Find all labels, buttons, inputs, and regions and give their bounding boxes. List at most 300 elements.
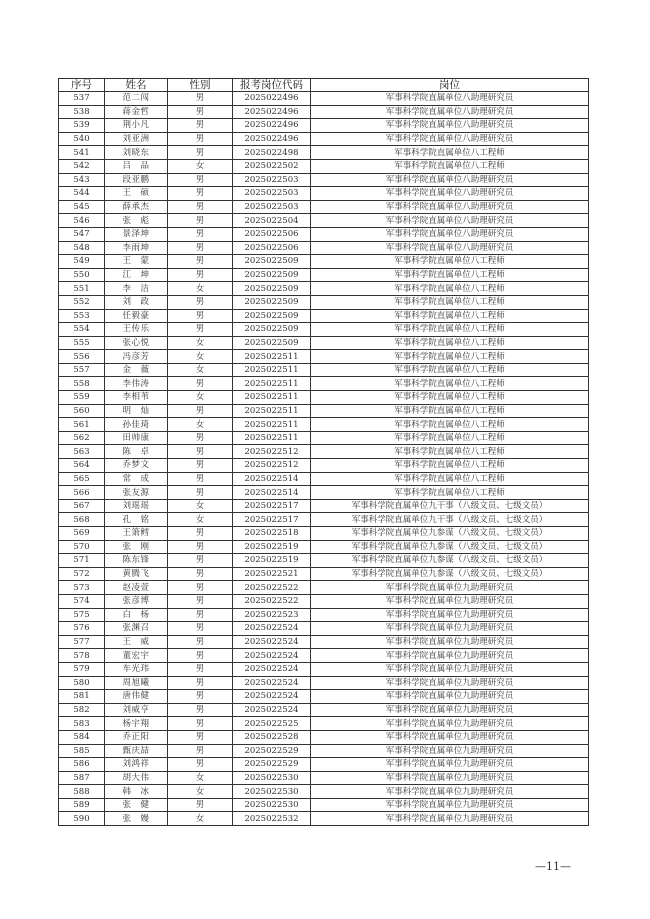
cell-position: 军事科学院直属单位八助理研究员: [311, 187, 589, 201]
cell-index: 579: [59, 662, 105, 676]
cell-name: 吕 品: [105, 159, 168, 173]
cell-position: 军事科学院直属单位九参谋（八级文员、七级文员）: [311, 554, 589, 568]
cell-index: 567: [59, 499, 105, 513]
cell-gender: 男: [168, 200, 233, 214]
cell-gender: 男: [168, 445, 233, 459]
cell-position: 军事科学院直属单位八工程师: [311, 159, 589, 173]
cell-name: 张 健: [105, 798, 168, 812]
cell-gender: 男: [168, 132, 233, 146]
cell-gender: 男: [168, 554, 233, 568]
cell-position-code: 2025022514: [233, 486, 311, 500]
cell-position: 军事科学院直属单位八工程师: [311, 350, 589, 364]
cell-position: 军事科学院直属单位八助理研究员: [311, 105, 589, 119]
table-row: [59, 812, 589, 826]
cell-gender: 女: [168, 159, 233, 173]
header-position: 岗位: [311, 79, 589, 92]
cell-position: 军事科学院直属单位八工程师: [311, 431, 589, 445]
cell-name: 明 灿: [105, 404, 168, 418]
cell-position-code: 2025022518: [233, 527, 311, 541]
cell-gender: 女: [168, 513, 233, 527]
cell-gender: 男: [168, 486, 233, 500]
table-row: [59, 445, 589, 459]
cell-gender: 女: [168, 771, 233, 785]
cell-name: 孔 铭: [105, 513, 168, 527]
header-position-code: 报考岗位代码: [233, 79, 311, 92]
cell-position-code: 2025022506: [233, 227, 311, 241]
cell-position: 军事科学院直属单位八助理研究员: [311, 92, 589, 106]
cell-position: 军事科学院直属单位九助理研究员: [311, 649, 589, 663]
cell-position-code: 2025022524: [233, 690, 311, 704]
cell-index: 588: [59, 785, 105, 799]
cell-name: 孙佳琦: [105, 418, 168, 432]
cell-index: 590: [59, 812, 105, 826]
header-gender: 性别: [168, 79, 233, 92]
cell-position-code: 2025022511: [233, 363, 311, 377]
cell-gender: 女: [168, 391, 233, 405]
cell-index: 568: [59, 513, 105, 527]
cell-name: 李 洁: [105, 282, 168, 296]
cell-position: 军事科学院直属单位九助理研究员: [311, 785, 589, 799]
candidate-table: [58, 78, 589, 826]
table-row: [59, 146, 589, 160]
cell-name: 张 嫚: [105, 812, 168, 826]
cell-position-code: 2025022496: [233, 132, 311, 146]
cell-position-code: 2025022514: [233, 472, 311, 486]
cell-name: 王 蒙: [105, 255, 168, 269]
cell-name: 任毅豪: [105, 309, 168, 323]
cell-position-code: 2025022512: [233, 445, 311, 459]
cell-position: 军事科学院直属单位九助理研究员: [311, 622, 589, 636]
cell-name: 张心悦: [105, 336, 168, 350]
header-index: 序号: [59, 79, 105, 92]
cell-position: 军事科学院直属单位九助理研究员: [311, 703, 589, 717]
cell-name: 陈东锋: [105, 554, 168, 568]
cell-index: 584: [59, 730, 105, 744]
cell-gender: 男: [168, 608, 233, 622]
table-row: [59, 540, 589, 554]
cell-name: 董宏宇: [105, 649, 168, 663]
cell-position: 军事科学院直属单位八工程师: [311, 336, 589, 350]
cell-name: 刘瑶瑶: [105, 499, 168, 513]
cell-index: 576: [59, 622, 105, 636]
cell-name: 李雨坤: [105, 241, 168, 255]
cell-index: 540: [59, 132, 105, 146]
cell-index: 562: [59, 431, 105, 445]
cell-index: 577: [59, 635, 105, 649]
cell-position: 军事科学院直属单位八工程师: [311, 282, 589, 296]
cell-name: 江 坤: [105, 268, 168, 282]
cell-name: 乔正阳: [105, 730, 168, 744]
cell-position: 军事科学院直属单位九助理研究员: [311, 812, 589, 826]
table-row: [59, 567, 589, 581]
table-row: [59, 200, 589, 214]
cell-gender: 女: [168, 418, 233, 432]
cell-name: 王 威: [105, 635, 168, 649]
cell-position: 军事科学院直属单位九参谋（八级文员、七级文员）: [311, 567, 589, 581]
cell-position: 军事科学院直属单位九参谋（八级文员、七级文员）: [311, 527, 589, 541]
cell-gender: 男: [168, 690, 233, 704]
cell-position: 军事科学院直属单位八工程师: [311, 391, 589, 405]
cell-name: 胡大伟: [105, 771, 168, 785]
cell-position-code: 2025022511: [233, 431, 311, 445]
table-row: [59, 649, 589, 663]
table-header-row: [59, 79, 589, 92]
table-row: [59, 581, 589, 595]
cell-gender: 男: [168, 798, 233, 812]
cell-gender: 男: [168, 214, 233, 228]
cell-position: 军事科学院直属单位八工程师: [311, 323, 589, 337]
cell-position: 军事科学院直属单位八工程师: [311, 295, 589, 309]
table-row: [59, 513, 589, 527]
cell-gender: 男: [168, 377, 233, 391]
cell-position-code: 2025022509: [233, 323, 311, 337]
cell-position-code: 2025022511: [233, 418, 311, 432]
cell-name: 张 彪: [105, 214, 168, 228]
cell-position: 军事科学院直属单位九助理研究员: [311, 771, 589, 785]
cell-position: 军事科学院直属单位九助理研究员: [311, 690, 589, 704]
cell-index: 558: [59, 377, 105, 391]
cell-position-code: 2025022511: [233, 391, 311, 405]
cell-position-code: 2025022517: [233, 499, 311, 513]
table-row: [59, 255, 589, 269]
cell-position-code: 2025022511: [233, 350, 311, 364]
cell-name: 李伟涛: [105, 377, 168, 391]
cell-index: 551: [59, 282, 105, 296]
cell-name: 刘鸿祥: [105, 758, 168, 772]
cell-gender: 女: [168, 350, 233, 364]
cell-gender: 男: [168, 730, 233, 744]
cell-name: 段亚鹏: [105, 173, 168, 187]
cell-position-code: 2025022524: [233, 703, 311, 717]
cell-position-code: 2025022522: [233, 581, 311, 595]
cell-name: 陈 卓: [105, 445, 168, 459]
cell-name: 韩 冰: [105, 785, 168, 799]
cell-index: 553: [59, 309, 105, 323]
cell-gender: 男: [168, 703, 233, 717]
cell-name: 白 杨: [105, 608, 168, 622]
cell-name: 杨宇翔: [105, 717, 168, 731]
cell-index: 578: [59, 649, 105, 663]
cell-position-code: 2025022524: [233, 662, 311, 676]
cell-position: 军事科学院直属单位八工程师: [311, 377, 589, 391]
cell-index: 563: [59, 445, 105, 459]
cell-gender: 男: [168, 567, 233, 581]
cell-index: 560: [59, 404, 105, 418]
cell-gender: 男: [168, 268, 233, 282]
cell-name: 王传乐: [105, 323, 168, 337]
cell-gender: 男: [168, 472, 233, 486]
table-row: [59, 214, 589, 228]
cell-index: 580: [59, 676, 105, 690]
cell-position: 军事科学院直属单位八助理研究员: [311, 173, 589, 187]
cell-position: 军事科学院直属单位八工程师: [311, 459, 589, 473]
cell-position: 军事科学院直属单位八工程师: [311, 309, 589, 323]
cell-position-code: 2025022524: [233, 635, 311, 649]
table-row: [59, 309, 589, 323]
table-row: [59, 730, 589, 744]
cell-position: 军事科学院直属单位九助理研究员: [311, 608, 589, 622]
cell-name: 李相苇: [105, 391, 168, 405]
cell-gender: 女: [168, 812, 233, 826]
cell-name: 景泽坤: [105, 227, 168, 241]
cell-position: 军事科学院直属单位九助理研究员: [311, 676, 589, 690]
cell-index: 549: [59, 255, 105, 269]
cell-index: 586: [59, 758, 105, 772]
cell-index: 547: [59, 227, 105, 241]
cell-index: 550: [59, 268, 105, 282]
cell-position-code: 2025022503: [233, 187, 311, 201]
cell-gender: 女: [168, 785, 233, 799]
cell-index: 541: [59, 146, 105, 160]
cell-position-code: 2025022530: [233, 785, 311, 799]
cell-index: 581: [59, 690, 105, 704]
table-row: [59, 404, 589, 418]
cell-index: 565: [59, 472, 105, 486]
cell-index: 546: [59, 214, 105, 228]
table-row: [59, 268, 589, 282]
cell-gender: 男: [168, 187, 233, 201]
table-row: [59, 785, 589, 799]
cell-name: 张彦博: [105, 594, 168, 608]
cell-position: 军事科学院直属单位九干事（八级文员、七级文员）: [311, 499, 589, 513]
page-number: —11—: [535, 860, 571, 873]
table-row: [59, 635, 589, 649]
cell-position-code: 2025022509: [233, 295, 311, 309]
cell-position: 军事科学院直属单位八工程师: [311, 472, 589, 486]
cell-index: 554: [59, 323, 105, 337]
cell-name: 唐伟健: [105, 690, 168, 704]
cell-position-code: 2025022519: [233, 554, 311, 568]
cell-position-code: 2025022503: [233, 173, 311, 187]
table-row: [59, 173, 589, 187]
cell-gender: 男: [168, 744, 233, 758]
table-row: [59, 391, 589, 405]
cell-index: 539: [59, 119, 105, 133]
cell-position: 军事科学院直属单位八助理研究员: [311, 119, 589, 133]
cell-gender: 女: [168, 336, 233, 350]
cell-gender: 男: [168, 241, 233, 255]
cell-name: 刘晓东: [105, 146, 168, 160]
cell-position: 军事科学院直属单位九助理研究员: [311, 730, 589, 744]
cell-position: 军事科学院直属单位八助理研究员: [311, 214, 589, 228]
table-row: [59, 132, 589, 146]
cell-position-code: 2025022502: [233, 159, 311, 173]
cell-position-code: 2025022496: [233, 92, 311, 106]
cell-position-code: 2025022498: [233, 146, 311, 160]
table-row: [59, 105, 589, 119]
cell-gender: 男: [168, 255, 233, 269]
cell-name: 冯彦芳: [105, 350, 168, 364]
table-row: [59, 227, 589, 241]
cell-index: 573: [59, 581, 105, 595]
cell-gender: 男: [168, 92, 233, 106]
cell-name: 荆小凡: [105, 119, 168, 133]
cell-index: 538: [59, 105, 105, 119]
table-row: [59, 622, 589, 636]
table-row: [59, 798, 589, 812]
cell-name: 薛承杰: [105, 200, 168, 214]
cell-position-code: 2025022509: [233, 268, 311, 282]
cell-position-code: 2025022524: [233, 676, 311, 690]
cell-position: 军事科学院直属单位九助理研究员: [311, 581, 589, 595]
cell-position-code: 2025022511: [233, 404, 311, 418]
cell-position-code: 2025022529: [233, 758, 311, 772]
table-row: [59, 336, 589, 350]
cell-position-code: 2025022506: [233, 241, 311, 255]
cell-index: 582: [59, 703, 105, 717]
table-row: [59, 92, 589, 106]
table-row: [59, 350, 589, 364]
cell-position: 军事科学院直属单位九参谋（八级文员、七级文员）: [311, 540, 589, 554]
cell-gender: 女: [168, 282, 233, 296]
cell-index: 571: [59, 554, 105, 568]
cell-index: 552: [59, 295, 105, 309]
table-row: [59, 676, 589, 690]
cell-gender: 男: [168, 404, 233, 418]
cell-position: 军事科学院直属单位九助理研究员: [311, 635, 589, 649]
cell-position: 军事科学院直属单位八工程师: [311, 418, 589, 432]
cell-position-code: 2025022530: [233, 771, 311, 785]
cell-position-code: 2025022512: [233, 459, 311, 473]
cell-gender: 男: [168, 431, 233, 445]
cell-index: 583: [59, 717, 105, 731]
cell-position-code: 2025022522: [233, 594, 311, 608]
cell-gender: 男: [168, 594, 233, 608]
cell-name: 黄腾飞: [105, 567, 168, 581]
cell-position-code: 2025022524: [233, 649, 311, 663]
table-row: [59, 608, 589, 622]
cell-position-code: 2025022530: [233, 798, 311, 812]
cell-index: 555: [59, 336, 105, 350]
cell-index: 585: [59, 744, 105, 758]
cell-index: 543: [59, 173, 105, 187]
cell-gender: 男: [168, 459, 233, 473]
cell-index: 544: [59, 187, 105, 201]
cell-position-code: 2025022529: [233, 744, 311, 758]
table-row: [59, 431, 589, 445]
cell-gender: 男: [168, 323, 233, 337]
cell-name: 王箫鳕: [105, 527, 168, 541]
cell-index: 570: [59, 540, 105, 554]
cell-index: 548: [59, 241, 105, 255]
cell-gender: 女: [168, 363, 233, 377]
cell-position: 军事科学院直属单位九助理研究员: [311, 798, 589, 812]
cell-position: 军事科学院直属单位八工程师: [311, 486, 589, 500]
cell-position-code: 2025022509: [233, 255, 311, 269]
cell-position-code: 2025022496: [233, 119, 311, 133]
cell-position: 军事科学院直属单位九助理研究员: [311, 717, 589, 731]
cell-position: 军事科学院直属单位八工程师: [311, 146, 589, 160]
cell-gender: 男: [168, 717, 233, 731]
table-row: [59, 323, 589, 337]
cell-index: 572: [59, 567, 105, 581]
cell-gender: 男: [168, 146, 233, 160]
cell-position: 军事科学院直属单位八助理研究员: [311, 200, 589, 214]
table-row: [59, 527, 589, 541]
table-row: [59, 690, 589, 704]
cell-index: 545: [59, 200, 105, 214]
cell-position: 军事科学院直属单位九助理研究员: [311, 744, 589, 758]
cell-position-code: 2025022509: [233, 336, 311, 350]
cell-gender: 男: [168, 581, 233, 595]
cell-position: 军事科学院直属单位八工程师: [311, 268, 589, 282]
table-row: [59, 282, 589, 296]
cell-position-code: 2025022511: [233, 377, 311, 391]
table-row: [59, 418, 589, 432]
cell-index: 589: [59, 798, 105, 812]
cell-index: 561: [59, 418, 105, 432]
cell-gender: 女: [168, 499, 233, 513]
cell-gender: 男: [168, 649, 233, 663]
table-row: [59, 662, 589, 676]
table-row: [59, 363, 589, 377]
table-row: [59, 377, 589, 391]
table-row: [59, 499, 589, 513]
cell-name: 金 薇: [105, 363, 168, 377]
table-row: [59, 241, 589, 255]
cell-gender: 男: [168, 676, 233, 690]
table-row: [59, 703, 589, 717]
table-row: [59, 486, 589, 500]
cell-position: 军事科学院直属单位九干事（八级文员、七级文员）: [311, 513, 589, 527]
cell-gender: 男: [168, 105, 233, 119]
cell-position-code: 2025022519: [233, 540, 311, 554]
cell-index: 566: [59, 486, 105, 500]
cell-gender: 男: [168, 635, 233, 649]
cell-name: 刘 政: [105, 295, 168, 309]
table-row: [59, 119, 589, 133]
cell-gender: 男: [168, 173, 233, 187]
cell-position-code: 2025022517: [233, 513, 311, 527]
cell-position-code: 2025022503: [233, 200, 311, 214]
table-row: [59, 187, 589, 201]
table-row: [59, 472, 589, 486]
cell-gender: 男: [168, 540, 233, 554]
cell-name: 田帅康: [105, 431, 168, 445]
cell-position: 军事科学院直属单位九助理研究员: [311, 662, 589, 676]
cell-index: 569: [59, 527, 105, 541]
table-row: [59, 159, 589, 173]
cell-position-code: 2025022521: [233, 567, 311, 581]
cell-index: 559: [59, 391, 105, 405]
cell-name: 蒋金哲: [105, 105, 168, 119]
cell-gender: 男: [168, 119, 233, 133]
cell-index: 587: [59, 771, 105, 785]
cell-index: 575: [59, 608, 105, 622]
cell-gender: 男: [168, 758, 233, 772]
cell-position-code: 2025022532: [233, 812, 311, 826]
cell-name: 张 刚: [105, 540, 168, 554]
cell-name: 范二闯: [105, 92, 168, 106]
cell-position-code: 2025022523: [233, 608, 311, 622]
table-row: [59, 717, 589, 731]
table-row: [59, 744, 589, 758]
cell-gender: 男: [168, 527, 233, 541]
cell-position: 军事科学院直属单位八工程师: [311, 363, 589, 377]
cell-position-code: 2025022525: [233, 717, 311, 731]
cell-position-code: 2025022528: [233, 730, 311, 744]
cell-position-code: 2025022504: [233, 214, 311, 228]
cell-name: 刘威亨: [105, 703, 168, 717]
table-row: [59, 758, 589, 772]
cell-index: 542: [59, 159, 105, 173]
cell-position: 军事科学院直属单位九助理研究员: [311, 594, 589, 608]
cell-position: 军事科学院直属单位八工程师: [311, 255, 589, 269]
cell-position-code: 2025022509: [233, 309, 311, 323]
cell-index: 574: [59, 594, 105, 608]
cell-name: 赵凌萱: [105, 581, 168, 595]
table-row: [59, 771, 589, 785]
